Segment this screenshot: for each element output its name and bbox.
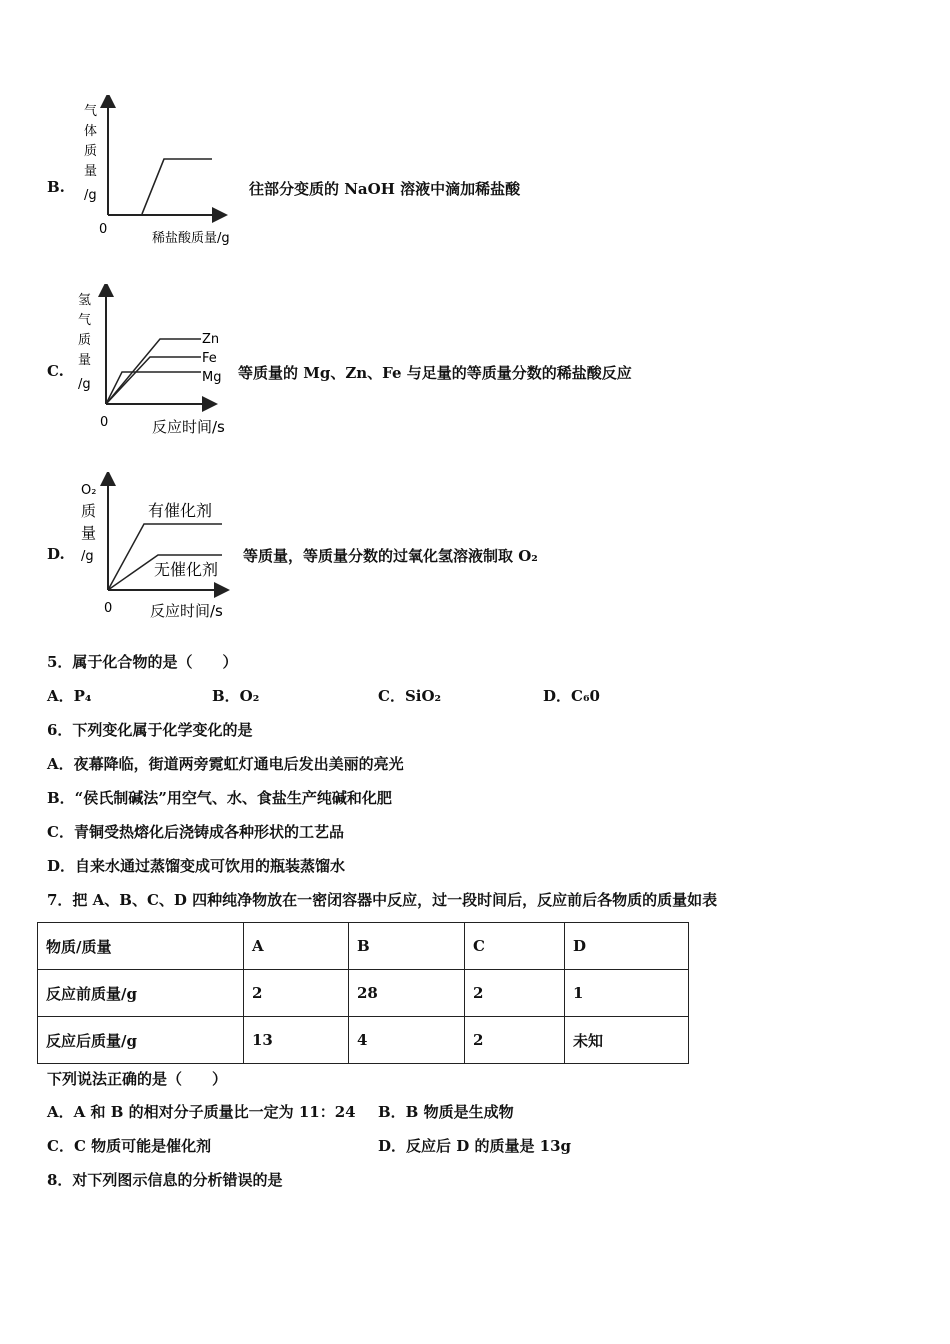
graph-d bbox=[74, 472, 242, 622]
y-label-1: 气 bbox=[84, 104, 98, 119]
q7-option-c[interactable]: C．C 物质可能是催化剂 bbox=[47, 1137, 212, 1155]
origin-label: 0 bbox=[100, 415, 109, 430]
y-label-1: 氢 bbox=[78, 293, 92, 308]
y-label-3: 质 bbox=[78, 333, 92, 348]
y-label-2: 体 bbox=[84, 124, 98, 139]
series-label-mg: Mg bbox=[202, 370, 222, 385]
y-label-3: 质 bbox=[84, 144, 98, 159]
q6-option-b[interactable]: B．“侯氏制碱法”用空气、水、食盐生产纯碱和化肥 bbox=[47, 789, 392, 807]
fe-curve bbox=[106, 357, 201, 404]
table-cell: D bbox=[565, 923, 689, 970]
y-label-3: 量 bbox=[81, 524, 97, 542]
table-cell: 4 bbox=[349, 1017, 465, 1064]
option-b-label: B. bbox=[47, 178, 65, 196]
option-c-label: C. bbox=[47, 362, 64, 380]
series-label-catalyst: 有催化剂 bbox=[148, 501, 213, 520]
option-c-desc: 等质量的 Mg、Zn、Fe 与足量的等质量分数的稀盐酸反应 bbox=[238, 364, 632, 382]
y-label-2: 质 bbox=[81, 502, 97, 520]
series-label-zn: Zn bbox=[202, 332, 220, 347]
graph-b bbox=[75, 95, 250, 250]
q5-option-d[interactable]: D．C₆0 bbox=[543, 687, 600, 705]
table-cell: 2 bbox=[465, 970, 565, 1017]
y-label-1: O₂ bbox=[81, 483, 97, 498]
x-label: 反应时间/s bbox=[150, 602, 223, 620]
q6-stem: 6．下列变化属于化学变化的是 bbox=[47, 721, 253, 739]
table-cell: A bbox=[244, 923, 349, 970]
q8-stem: 8．对下列图示信息的分析错误的是 bbox=[47, 1171, 283, 1189]
graph-c bbox=[72, 284, 240, 436]
y-label-4: 量 bbox=[78, 353, 92, 368]
q5-stem: 5．属于化合物的是（ ） bbox=[47, 653, 238, 671]
table-cell: 28 bbox=[349, 970, 465, 1017]
table-row bbox=[38, 923, 689, 970]
q5-option-a[interactable]: A．P₄ bbox=[47, 687, 92, 705]
series-label-fe: Fe bbox=[202, 351, 217, 366]
option-d-label: D. bbox=[47, 545, 65, 563]
table-cell: 2 bbox=[465, 1017, 565, 1064]
table-cell: C bbox=[465, 923, 565, 970]
table-cell: 13 bbox=[244, 1017, 349, 1064]
y-label-4: /g bbox=[81, 549, 94, 564]
table-row bbox=[38, 1017, 689, 1064]
table-cell: 反应前质量/g bbox=[38, 970, 244, 1017]
gas-curve bbox=[142, 159, 212, 214]
y-label-5: /g bbox=[78, 377, 91, 392]
q6-option-a[interactable]: A．夜幕降临，街道两旁霓虹灯通电后发出美丽的亮光 bbox=[47, 755, 404, 773]
q7-stem: 7．把 A、B、C、D 四种纯净物放在一密闭容器中反应，过一段时间后，反应前后各物质的质量如表 bbox=[47, 891, 718, 909]
q7-sub-stem: 下列说法正确的是（ ） bbox=[47, 1070, 228, 1088]
table-cell: 未知 bbox=[565, 1017, 689, 1064]
table-cell: 2 bbox=[244, 970, 349, 1017]
y-label-2: 气 bbox=[78, 313, 92, 328]
q6-option-c[interactable]: C．青铜受热熔化后浇铸成各种形状的工艺品 bbox=[47, 823, 344, 841]
table-row bbox=[38, 970, 689, 1017]
origin-label: 0 bbox=[104, 601, 113, 616]
option-d-desc: 等质量，等质量分数的过氧化氢溶液制取 O₂ bbox=[243, 547, 538, 565]
table-cell: B bbox=[349, 923, 465, 970]
series-label-no-catalyst: 无催化剂 bbox=[154, 560, 219, 579]
x-label: 稀盐酸质量/g bbox=[152, 231, 230, 246]
x-label: 反应时间/s bbox=[152, 418, 225, 436]
y-label-4: 量 bbox=[84, 164, 98, 179]
q5-option-c[interactable]: C．SiO₂ bbox=[378, 687, 442, 705]
table-cell: 物质/质量 bbox=[38, 923, 244, 970]
q5-option-b[interactable]: B．O₂ bbox=[212, 687, 260, 705]
table-cell: 1 bbox=[565, 970, 689, 1017]
q7-option-b[interactable]: B．B 物质是生成物 bbox=[378, 1103, 514, 1121]
q6-option-d[interactable]: D．自来水通过蒸馏变成可饮用的瓶装蒸馏水 bbox=[47, 857, 346, 875]
q5-options bbox=[0, 686, 950, 706]
q7-option-d[interactable]: D．反应后 D 的质量是 13g bbox=[378, 1137, 572, 1155]
mass-table bbox=[37, 922, 689, 1064]
table-cell: 反应后质量/g bbox=[38, 1017, 244, 1064]
catalyst-curve bbox=[108, 524, 222, 590]
origin-label: 0 bbox=[99, 222, 108, 237]
q7-option-a[interactable]: A．A 和 B 的相对分子质量比一定为 11：24 bbox=[47, 1103, 356, 1121]
y-label-5: /g bbox=[84, 188, 97, 203]
option-b-desc: 往部分变质的 NaOH 溶液中滴加稀盐酸 bbox=[249, 180, 521, 198]
